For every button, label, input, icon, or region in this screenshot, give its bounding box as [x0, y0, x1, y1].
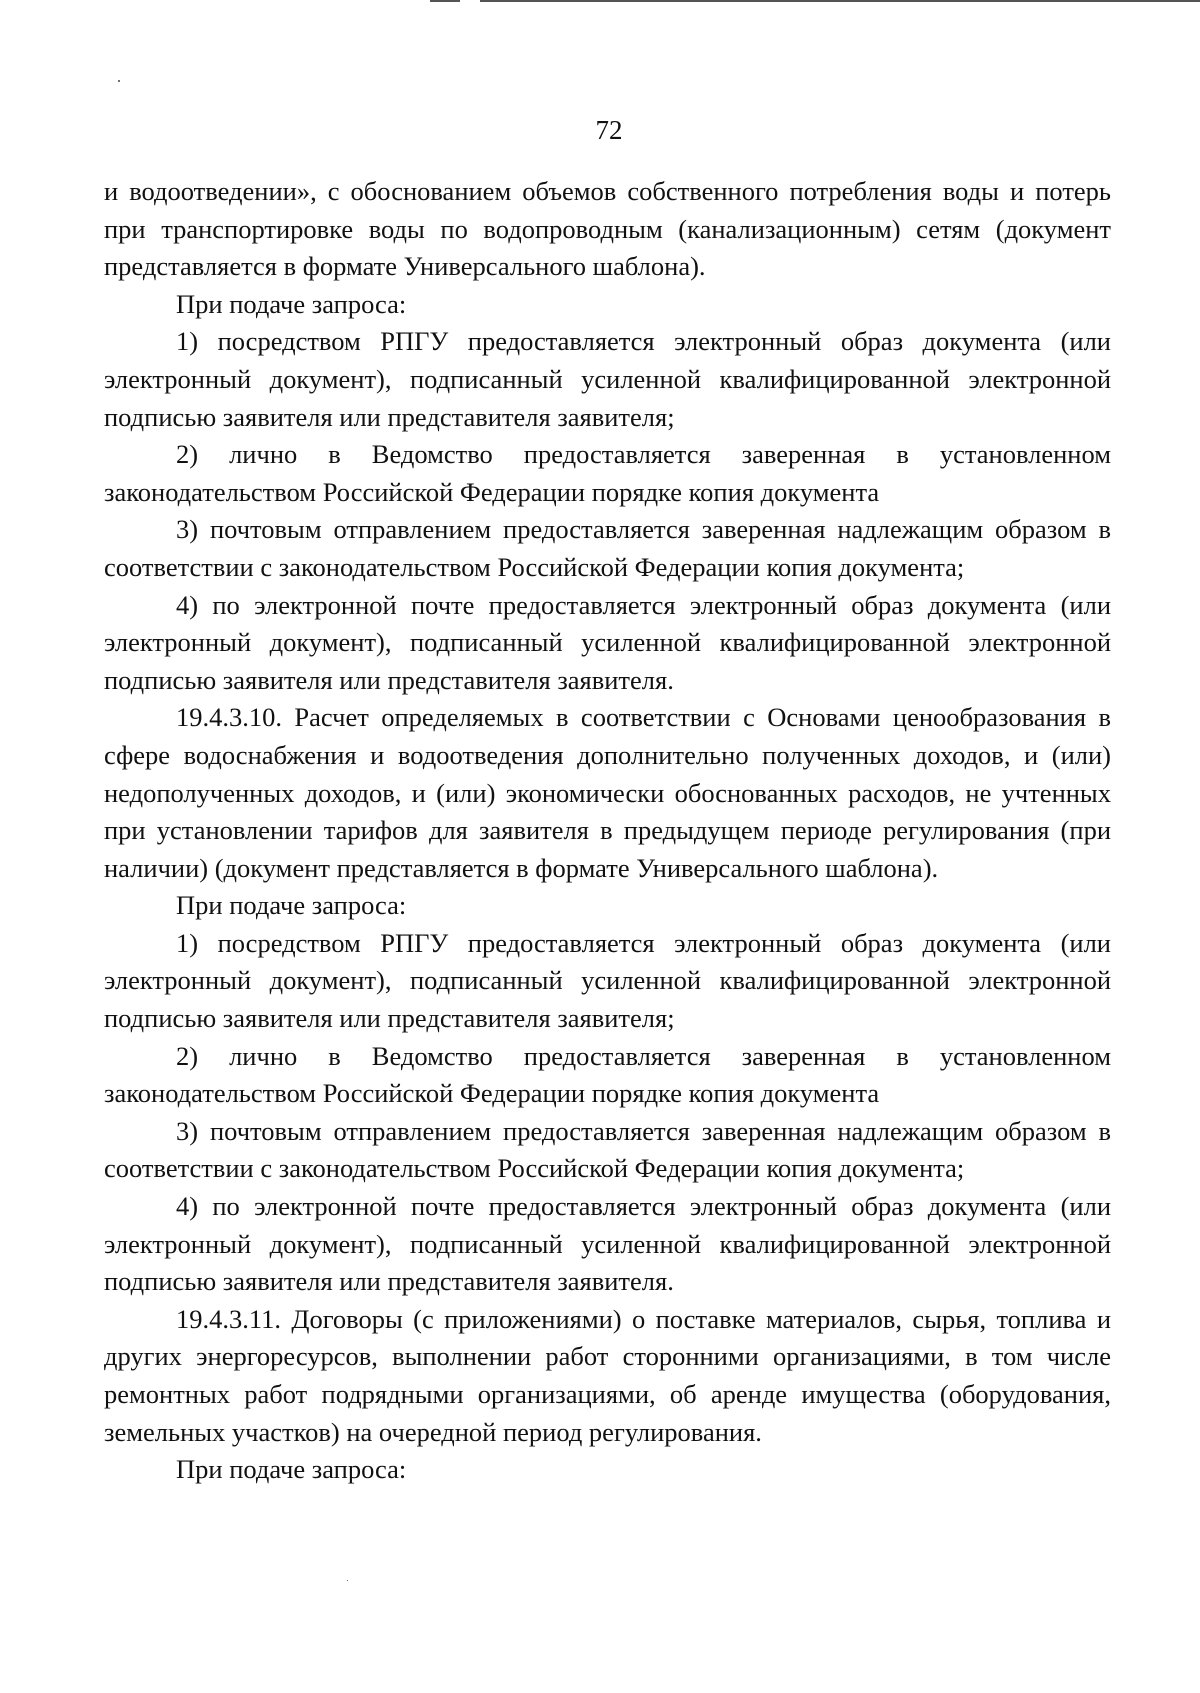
paragraph-request-heading: При подаче запроса: [176, 1454, 407, 1485]
paragraph-item-4: 4) по электронной почте предоставляется электронный образ документа (или электронный документ), подписанный усиленной квалифицированной электронной подписью заявителя или представителя заявителя. [104, 589, 1111, 695]
paragraph-request-heading: При подаче запроса: [176, 890, 407, 921]
paragraph-item-1: 1) посредством РПГУ предоставляется электронный образ документа (или электронный документ), подписанный усиленной квалифицированной электронной подписью заявителя или представителя заявителя; [104, 927, 1111, 1034]
scan-edge-line [430, 0, 460, 2]
paragraph-item-3: 3) почтовым отправлением предоставляется заверенная надлежащим образом в соответствии с законодательством Российской Федерации копия документа; [104, 514, 1111, 582]
paragraph-item-3: 3) почтовым отправлением предоставляется заверенная надлежащим образом в соответствии с законодательством Российской Федерации копия документа; [104, 1115, 1111, 1184]
paragraph-section-19-4-3-11: 19.4.3.11. Договоры (с приложениями) о поставке материалов, сырья, топлива и других энергоресурсов, выполнении работ сторонними организациями, в том числе ремонтных работ подрядными организациями, об аренде имущества (оборудования, земельных участков) на очередной период регулирования. [104, 1303, 1111, 1447]
document-body [104, 173, 1111, 1489]
paragraph-item-2: 2) лично в Ведомство предоставляется заверенная в установленном законодательством Российской Федерации порядке копия документа [104, 1040, 1111, 1109]
scan-speck [118, 80, 120, 82]
paragraph-item-2: 2) лично в Ведомство предоставляется заверенная в установленном законодательством Российской Федерации порядке копия документа [104, 439, 1111, 507]
paragraph-continuation: и водоотведении», с обоснованием объемов собственного потребления воды и потерь при транспортировке воды по водопроводным (канализационным) сетям (документ представляется в формате Универсального шаблона). [104, 176, 1111, 282]
scan-edge-line [480, 0, 1200, 2]
paragraph-request-heading: При подаче запроса: [176, 288, 407, 319]
page-number: 72 [595, 115, 623, 145]
paragraph-section-19-4-3-10: 19.4.3.10. Расчет определяемых в соответствии с Основами ценообразования в сфере водоснабжения и водоотведения дополнительно полученных доходов, и (или) недополученных доходов, и (или) экономически обоснованных расходов, не учтенных при установлении тарифов для заявителя в предыдущем периоде регулирования (при наличии) (документ представляется в формате Универсального шаблона). [104, 702, 1111, 883]
paragraph-item-4: 4) по электронной почте предоставляется электронный образ документа (или электронный документ), подписанный усиленной квалифицированной электронной подписью заявителя или представителя заявителя. [104, 1191, 1111, 1297]
paragraph-item-1: 1) посредством РПГУ предоставляется электронный образ документа (или электронный документ), подписанный усиленной квалифицированной электронной подписью заявителя или представителя заявителя; [104, 326, 1111, 432]
scan-speck [347, 1580, 348, 1581]
